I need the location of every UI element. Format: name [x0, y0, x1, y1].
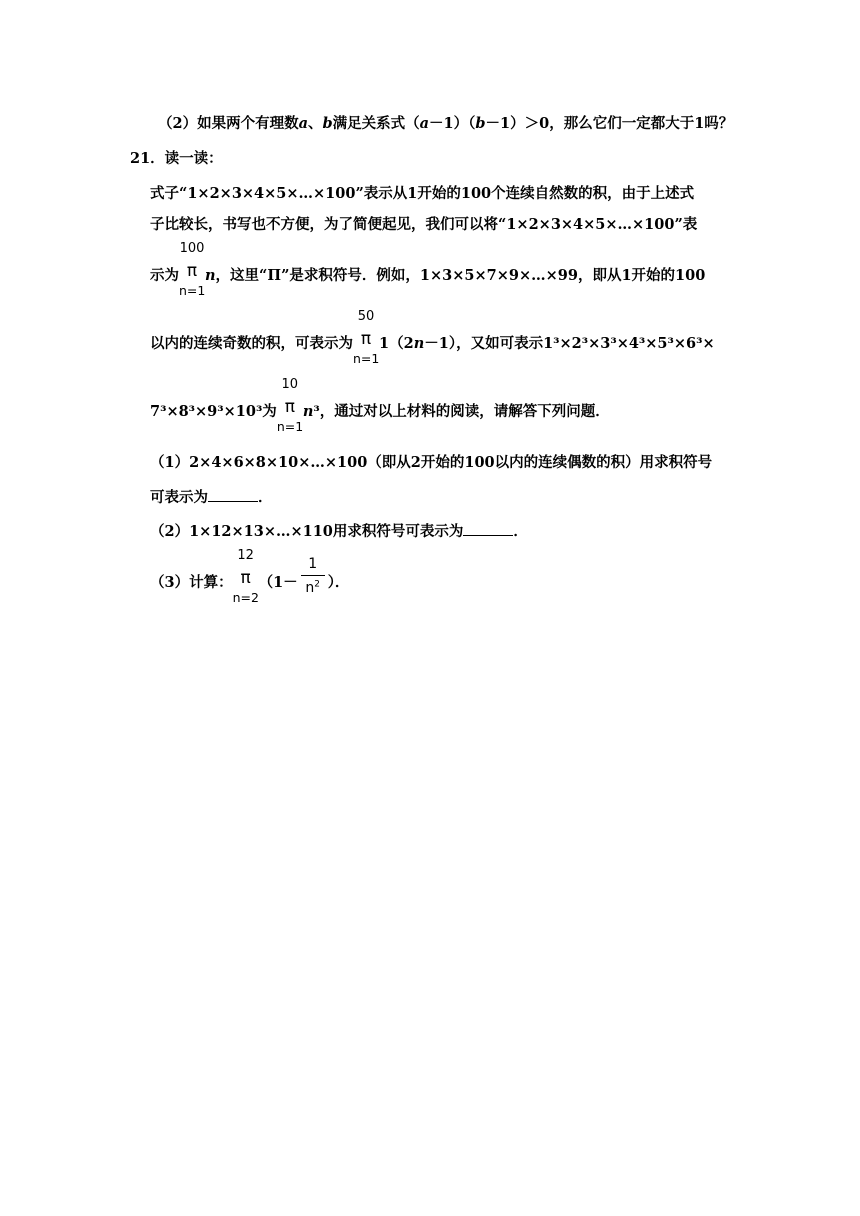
product-symbol-1	[179, 241, 206, 298]
product-symbol-2	[353, 309, 380, 366]
passage-line-4: 以内的连续奇数的积，可表示为 50 π n=1 1（2n－1），又如可表示1³×2³×3³×4³×5³×6³×	[150, 309, 715, 366]
passage-line-5: 7³×8³×9³×10³为 10 π n=1 n³，通过对以上材料的阅读，请解答下列问题．	[150, 377, 610, 434]
product-upper-limit: 10	[281, 377, 299, 392]
sub-question-2: （2）1×12×13×…×110用求积符号可表示为 ．	[150, 523, 528, 540]
sub-question-3: （3）计算： 12 π n=2 （1－ $\frac{1}{n^2}$ ）．	[150, 548, 350, 605]
fraction-denominator: $n^2$	[305, 579, 320, 596]
product-lower-limit: n=1	[353, 351, 380, 366]
passage-line-2: 子比较长，书写也不方便，为了简便起见，我们可以将“1×2×3×4×5×…×100”表	[150, 216, 698, 233]
sub-question-1: （1）2×4×6×8×10×…×100（即从2开始的100以内的连续偶数的积）用求积符号	[150, 454, 713, 471]
answer-blank-1[interactable]	[208, 489, 258, 502]
fraction-bar	[301, 575, 325, 576]
product-lower-limit: n=1	[276, 419, 304, 434]
product-upper-limit: 12	[237, 548, 254, 563]
answer-blank-2[interactable]	[463, 523, 513, 536]
product-sign: π	[360, 329, 372, 349]
question-21-title: 21．读一读：	[130, 150, 223, 167]
product-sign: π	[186, 261, 198, 281]
product-sign: π	[240, 568, 251, 588]
product-symbol-4	[232, 548, 259, 605]
passage-line-3: 示为 100 π n=1 n，这里“Π”是求积符号．例如，1×3×5×7×9×…×99，即从1开始的100	[150, 241, 706, 298]
product-symbol-3	[276, 377, 304, 434]
product-upper-limit: 100	[179, 241, 205, 256]
product-upper-limit: 50	[357, 309, 375, 324]
sub-question-1-continued: 可表示为 ．	[150, 489, 273, 506]
passage-line-1: 式子“1×2×3×4×5×…×100”表示从1开始的100个连续自然数的积，由于上述式	[150, 185, 695, 202]
product-sign: π	[284, 397, 295, 417]
product-lower-limit: n=2	[232, 590, 259, 605]
fraction-one-over-n-squared	[298, 556, 328, 596]
question-20-part-2: （2）如果两个有理数a、b满足关系式（a－1）（b－1）＞0，那么它们一定都大于1吗？	[158, 115, 734, 132]
fraction-numerator: 1	[308, 556, 318, 572]
product-lower-limit: n=1	[179, 283, 206, 298]
